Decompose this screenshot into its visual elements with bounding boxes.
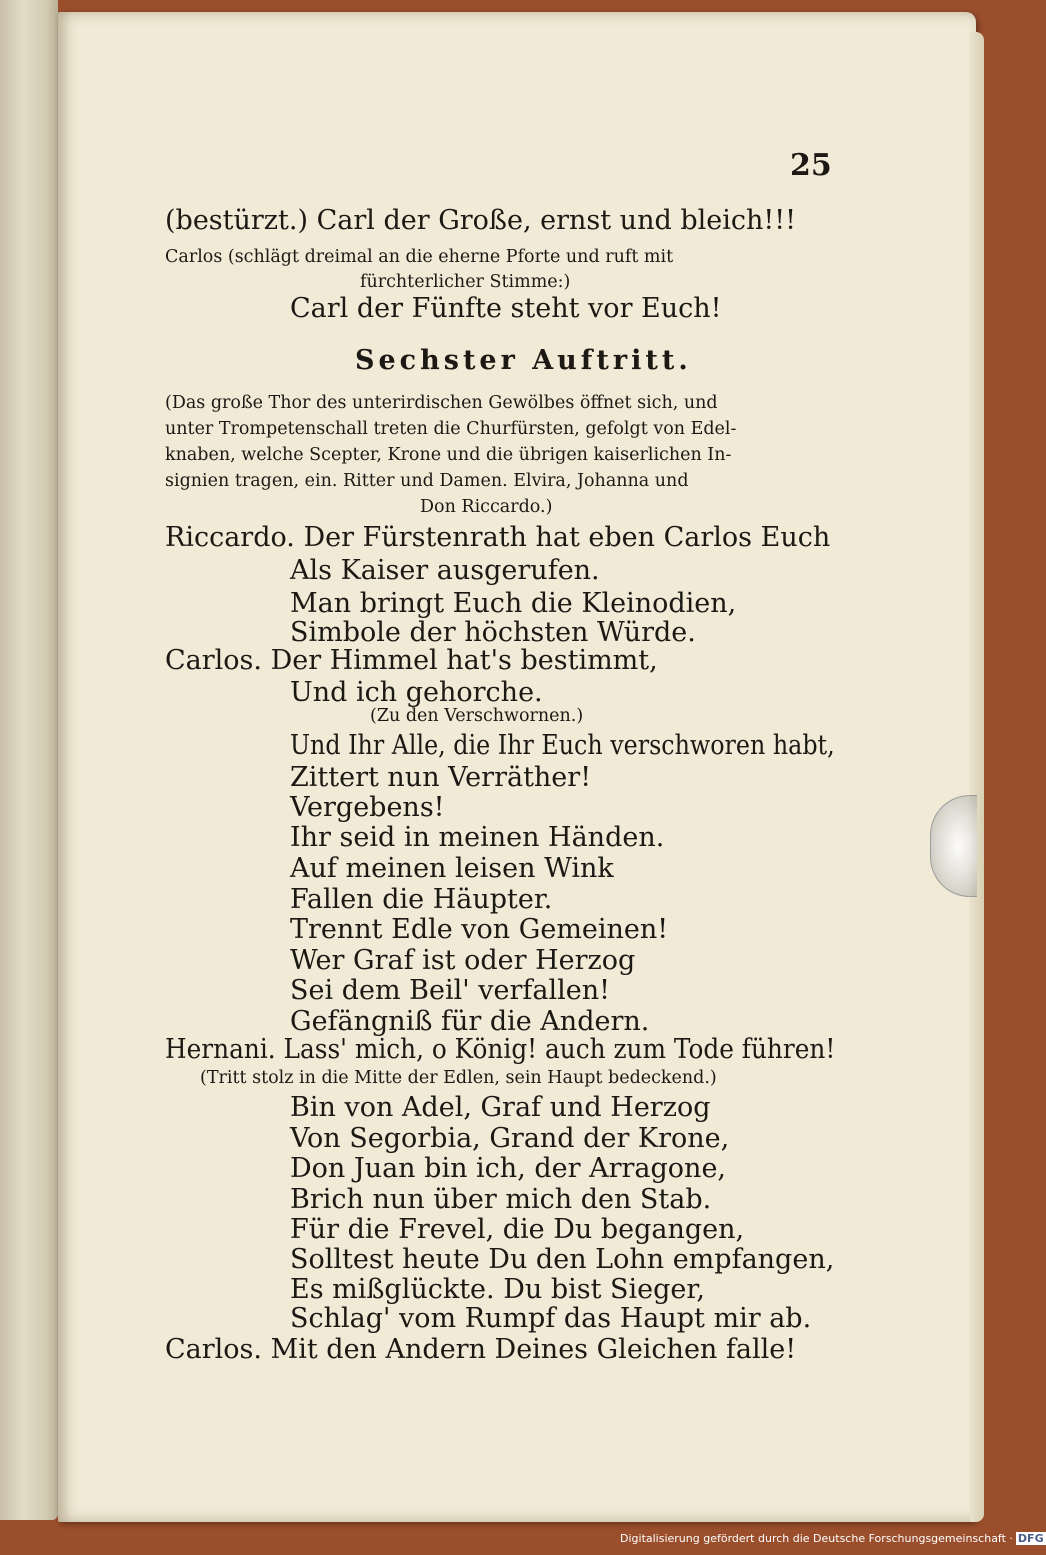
text-line: Ihr seid in meinen Händen. <box>290 822 665 853</box>
text-line: signien tragen, ein. Ritter und Damen. Elvira, Johanna und <box>165 471 689 491</box>
text-line: Gefängniß für die Andern. <box>290 1006 650 1037</box>
text-line: (bestürzt.) Carl der Große, ernst und bleich!!! <box>165 205 796 236</box>
page-edge <box>970 32 984 1522</box>
dfg-logo: DFG <box>1017 1532 1044 1545</box>
text-line: Vergebens! <box>290 792 445 823</box>
text-line: Für die Frevel, die Du begangen, <box>290 1214 745 1245</box>
text-line: knaben, welche Scepter, Krone und die übrigen kaiserlichen In- <box>165 445 732 465</box>
text-line: Wer Graf ist oder Herzog <box>290 945 636 976</box>
text-line: Carl der Fünfte steht vor Euch! <box>290 293 722 324</box>
text-line: fürchterlicher Stimme:) <box>360 272 571 292</box>
text-line: Brich nun über mich den Stab. <box>290 1184 712 1215</box>
text-line: Als Kaiser ausgerufen. <box>290 555 600 586</box>
page-number: 25 <box>790 148 832 183</box>
text-line: Man bringt Euch die Kleinodien, <box>290 588 737 619</box>
left-page-edge <box>0 0 58 1520</box>
text-line: Auf meinen leisen Wink <box>290 853 614 884</box>
text-line: Carlos. Der Himmel hat's bestimmt, <box>165 645 658 676</box>
text-line: unter Trompetenschall treten die Churfürsten, gefolgt von Edel- <box>165 419 737 439</box>
text-line: Von Segorbia, Grand der Krone, <box>290 1123 730 1154</box>
text-line: Schlag' vom Rumpf das Haupt mir ab. <box>290 1303 812 1334</box>
text-line: Solltest heute Du den Lohn empfangen, <box>290 1244 835 1275</box>
text-line: Trennt Edle von Gemeinen! <box>290 914 669 945</box>
text-line: Carlos. Mit den Andern Deines Gleichen falle! <box>165 1334 797 1365</box>
text-line: Hernani. Lass' mich, o König! auch zum Tode führen! <box>165 1034 836 1065</box>
text-line: (Tritt stolz in die Mitte der Edlen, sein Haupt bedeckend.) <box>200 1068 717 1088</box>
footer-text: Digitalisierung gefördert durch die Deutsche Forschungsgemeinschaft · <box>620 1532 1013 1545</box>
footer-credit <box>620 1532 1046 1550</box>
text-line: (Zu den Verschwornen.) <box>370 706 584 726</box>
text-line: Fallen die Häupter. <box>290 884 553 915</box>
text-line: Es mißglückte. Du bist Sieger, <box>290 1274 705 1305</box>
scene-heading: Sechster Auftritt. <box>355 345 692 376</box>
text-line: Carlos (schlägt dreimal an die eherne Pforte und ruft mit <box>165 247 674 267</box>
text-line: Don Juan bin ich, der Arragone, <box>290 1153 727 1184</box>
text-line: Zittert nun Verräther! <box>290 762 592 793</box>
text-line: Und Ihr Alle, die Ihr Euch verschworen habt, <box>290 730 835 761</box>
text-line: Don Riccardo.) <box>420 497 553 517</box>
text-line: Sei dem Beil' verfallen! <box>290 975 610 1006</box>
text-line: (Das große Thor des unterirdischen Gewölbes öffnet sich, und <box>165 393 718 413</box>
text-line: Simbole der höchsten Würde. <box>290 617 696 648</box>
text-line: Und ich gehorche. <box>290 677 543 708</box>
text-line: Riccardo. Der Fürstenrath hat eben Carlos Euch <box>165 522 831 553</box>
text-line: Bin von Adel, Graf und Herzog <box>290 1092 711 1123</box>
